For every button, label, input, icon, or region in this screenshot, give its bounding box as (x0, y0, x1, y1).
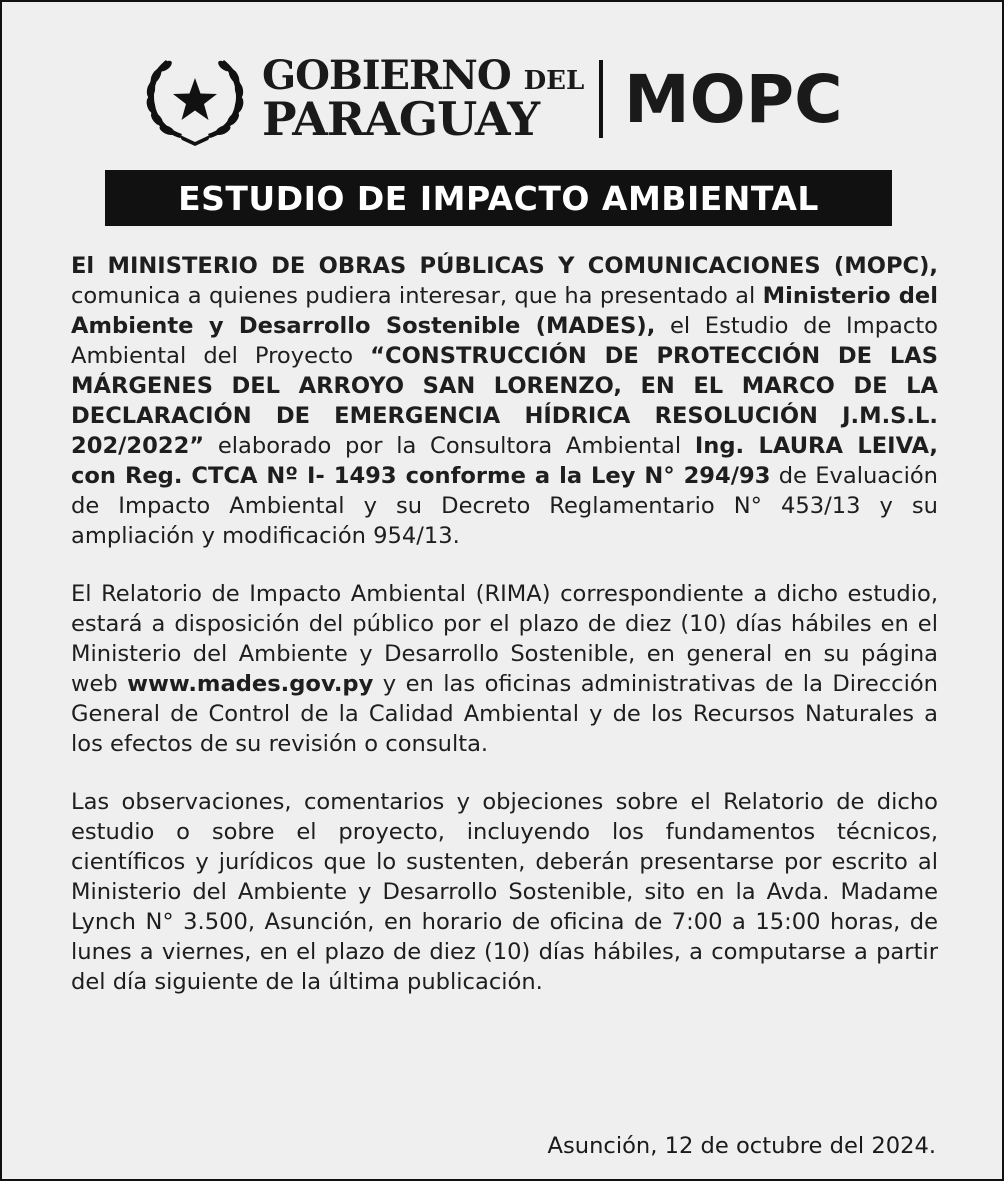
header-divider (599, 60, 603, 138)
p1-s4: el Estudio de Impacto Ambiental del Proyecto (71, 313, 938, 369)
p1-s2: comunica a quienes pudiera interesar, que ha presentado al (71, 283, 763, 309)
paragraph-3 (71, 787, 938, 997)
p1-s1: El MINISTERIO DE OBRAS PÚBLICAS Y COMUNICACIONES (MOPC), (71, 253, 938, 279)
star-laurel-emblem-icon (142, 54, 248, 146)
paragraph-2 (71, 579, 938, 759)
p1-s7: Ing. LAURA LEIVA, con Reg. CTCA Nº I- 1493 conforme a la Ley N° 294/93 (71, 433, 939, 489)
notice-body (71, 251, 938, 1025)
header-logo (142, 54, 842, 144)
notice-title: ESTUDIO DE IMPACTO AMBIENTAL (178, 178, 819, 218)
gov-line2: PARAGUAY (262, 92, 540, 146)
dateline: Asunción, 12 de octubre del 2024. (547, 1133, 936, 1159)
p1-s5: “CONSTRUCCIÓN DE PROTECCIÓN DE LAS MÁRGENES DEL ARROYO SAN LORENZO, EN EL MARCO DE LA DECLARACIÓN DE EMERGENCIA HÍDRICA RESOLUCIÓN J.M.S.L. 202/2022” (71, 343, 938, 459)
p1-s3: Ministerio del Ambiente y Desarrollo Sostenible (MADES), (71, 283, 938, 339)
p2-website: www.mades.gov.py (127, 671, 374, 697)
p2-s3: y en las oficinas administrativas de la Dirección General de Control de la Calidad Ambiental y de los Recursos Naturales a los efectos de su revisión o consulta. (71, 671, 938, 757)
p3-s1: Las observaciones, comentarios y objeciones sobre el Relatorio de dicho estudio o sobre el proyecto, incluyendo los fundamentos técnicos, científicos y jurídicos que lo sustenten, deberán presentarse por escrito al Ministerio del Ambiente y Desarrollo Sostenible, sito en la Avda. Madame Lynch N° 3.500, Asunción, en horario de oficina de 7:00 a 15:00 horas, de lunes a viernes, en el plazo de diez (10) días hábiles, a computarse a partir del día siguiente de la última publicación. (71, 789, 938, 995)
p2-s1: El Relatorio de Impacto Ambiental (RIMA) correspondiente a dicho estudio, estará a disposición del público por el plazo de diez (10) días hábiles en el Ministerio del Ambiente y Desarrollo Sostenible, en general en su página web (71, 581, 938, 697)
agency-name: MOPC (624, 61, 843, 138)
p1-s6: elaborado por la Consultora Ambiental (204, 433, 695, 459)
title-bar (105, 170, 892, 226)
gov-gobierno: GOBIERNO (262, 52, 511, 99)
paragraph-1 (71, 251, 938, 551)
p1-s8: de Evaluación de Impacto Ambiental y su Decreto Reglamentario N° 453/13 y su ampliación y modificación 954/13. (71, 463, 938, 549)
gov-del: DEL (523, 66, 585, 96)
